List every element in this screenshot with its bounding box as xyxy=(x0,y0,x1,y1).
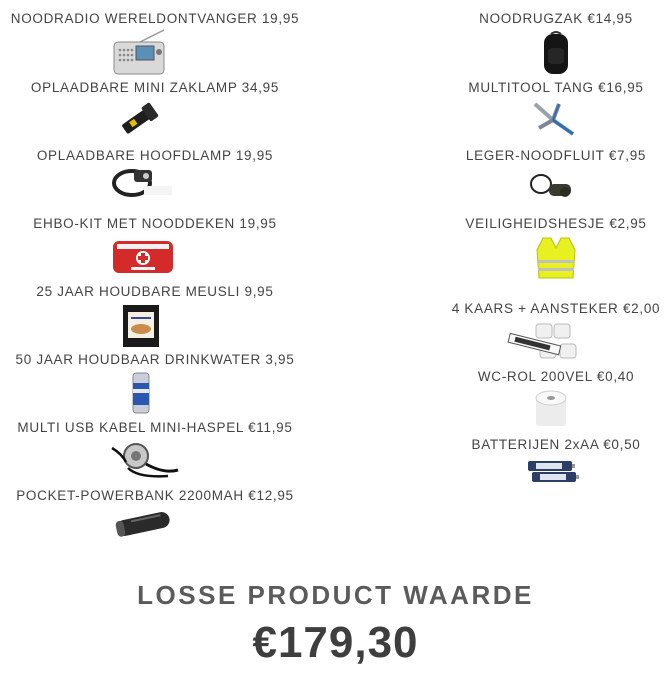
item-label: WC-ROL 200VEL €0,40 xyxy=(477,369,635,384)
radio-icon xyxy=(112,28,168,81)
item-label: OPLAADBARE HOOFDLAMP 19,95 xyxy=(36,148,274,163)
backpack-icon xyxy=(539,30,573,81)
item-label: LEGER-NOODFLUIT €7,95 xyxy=(465,148,647,163)
item-label: 25 JAAR HOUDBARE MEUSLI 9,95 xyxy=(36,284,274,299)
item-label: POCKET-POWERBANK 2200MAH €12,95 xyxy=(16,488,294,503)
item-label: MULTITOOL TANG €16,95 xyxy=(468,80,644,95)
flashlight-icon xyxy=(117,98,161,145)
safety-vest-icon xyxy=(535,236,577,285)
item-label: NOODRADIO WERELDONTVANGER 19,95 xyxy=(10,11,300,26)
item-label: NOODRUGZAK €14,95 xyxy=(479,11,633,26)
muesli-package-icon xyxy=(121,304,161,353)
candles-lighter-icon xyxy=(506,320,584,371)
item-label: VEILIGHEIDSHESJE €2,95 xyxy=(465,216,647,231)
item-label: OPLAADBARE MINI ZAKLAMP 34,95 xyxy=(30,80,280,95)
total-value-price: €179,30 xyxy=(252,618,419,667)
total-value-heading: LOSSE PRODUCT WAARDE xyxy=(137,580,534,610)
headlamp-icon xyxy=(110,166,174,205)
usb-cable-reel-icon xyxy=(108,440,182,485)
item-label: 4 KAARS + AANSTEKER €2,00 xyxy=(451,301,661,316)
item-label: EHBO-KIT MET NOODDEKEN 19,95 xyxy=(33,216,277,231)
water-can-icon xyxy=(130,371,152,420)
whistle-icon xyxy=(527,170,577,211)
item-label: 50 JAAR HOUDBAAR DRINKWATER 3,95 xyxy=(15,352,295,367)
item-label: BATTERIJEN 2xAA €0,50 xyxy=(471,437,641,452)
toilet-roll-icon xyxy=(532,388,572,435)
item-label: MULTI USB KABEL MINI-HASPEL €11,95 xyxy=(17,420,293,435)
powerbank-icon xyxy=(112,506,174,547)
multitool-icon xyxy=(529,98,577,147)
first-aid-kit-icon xyxy=(111,237,177,282)
batteries-icon xyxy=(526,458,580,491)
